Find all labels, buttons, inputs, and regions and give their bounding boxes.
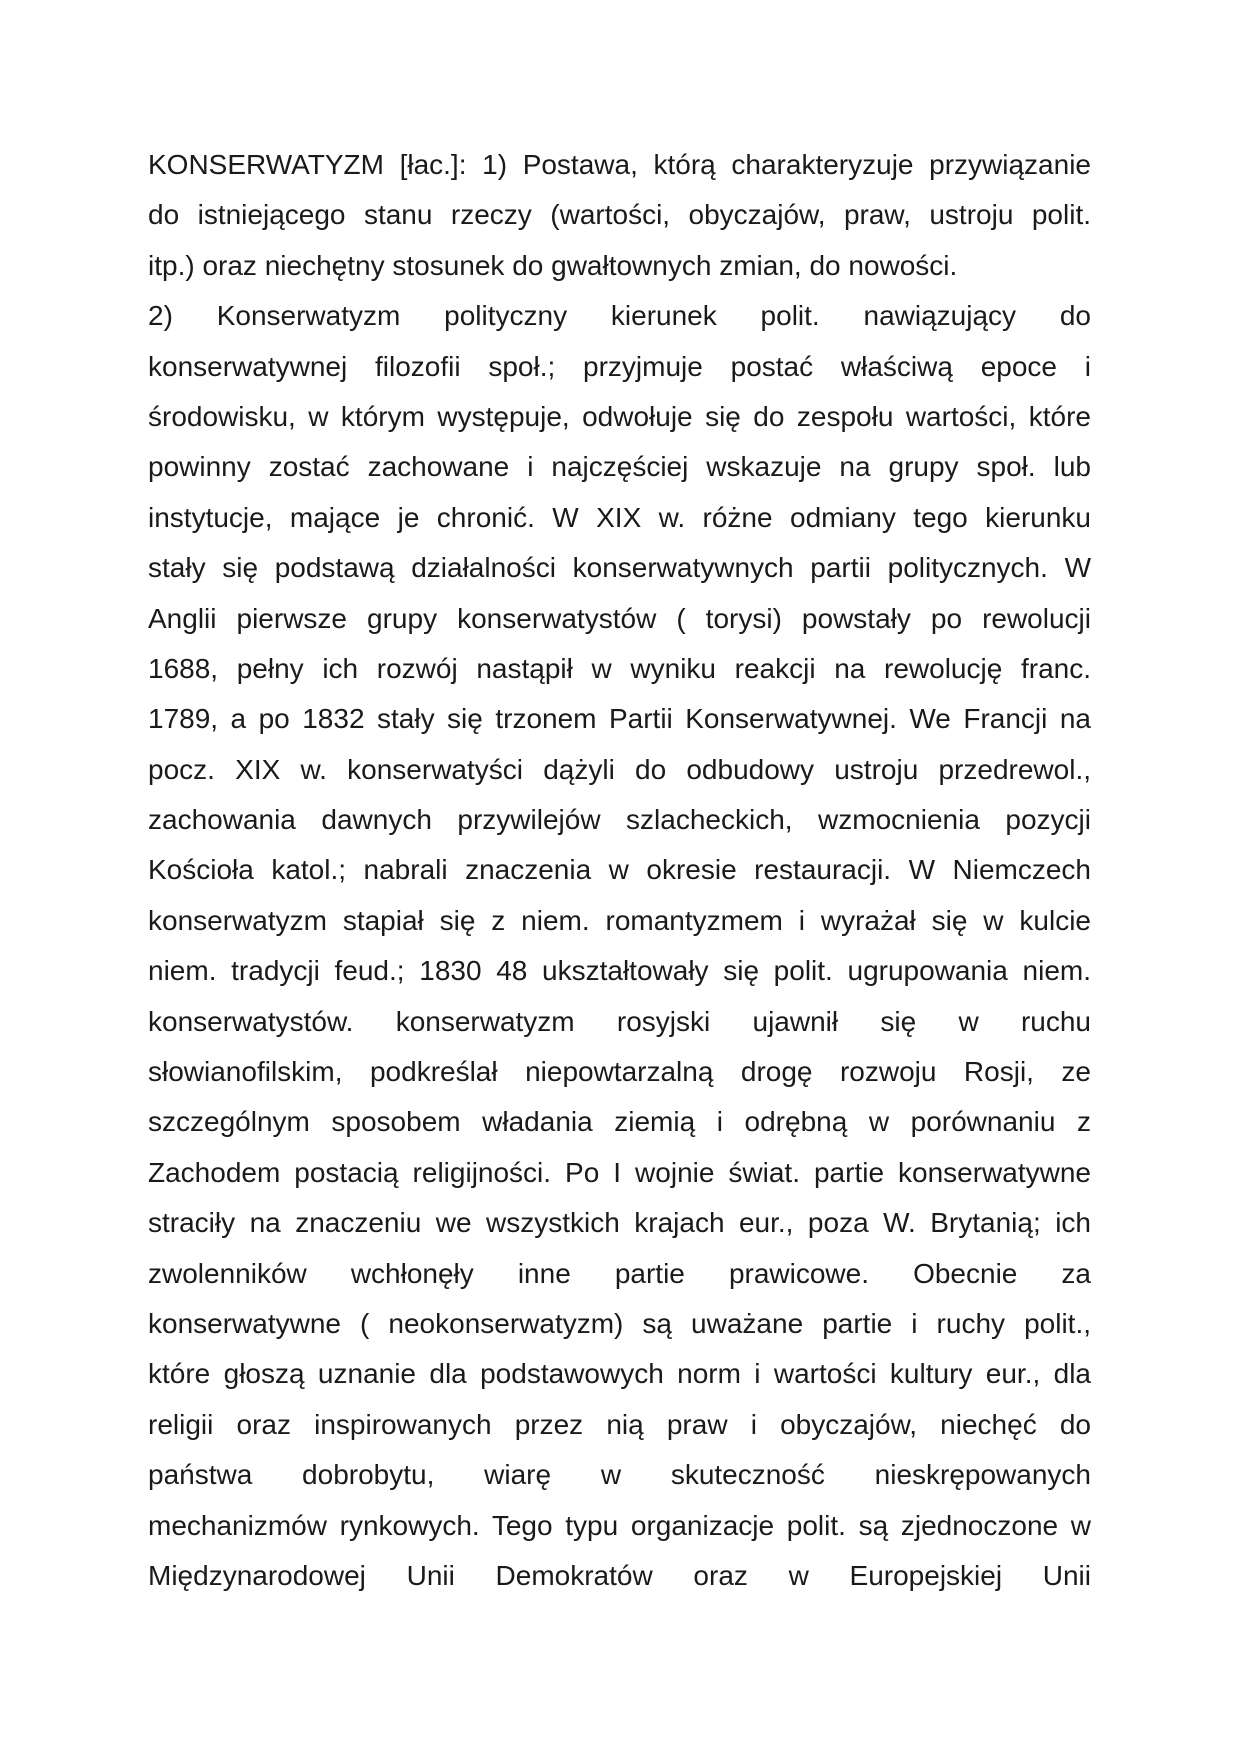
text-line: Zachodem postacią religijności. Po I wojnie świat. partie konserwatywne <box>148 1156 1091 1188</box>
text-line: religii oraz inspirowanych przez nią praw i obyczajów, niechęć do <box>148 1408 1091 1440</box>
body-text <box>148 140 1091 1601</box>
text-line: Kościoła katol.; nabrali znaczenia w okresie restauracji. W Niemczech <box>148 854 1091 886</box>
text-line: szczególnym sposobem władania ziemią i odrębną w porównaniu z <box>148 1106 1091 1138</box>
text-line: 2) Konserwatyzm polityczny kierunek polit. nawiązujący do <box>148 300 1091 332</box>
text-line: do istniejącego stanu rzeczy (wartości, obyczajów, praw, ustroju polit. <box>148 199 1091 231</box>
text-line: środowisku, w którym występuje, odwołuje się do zespołu wartości, które <box>148 400 1091 432</box>
text-line: 1688, pełny ich rozwój nastąpił w wyniku reakcji na rewolucję franc. <box>148 652 1091 684</box>
text-line: powinny zostać zachowane i najczęściej wskazuje na grupy społ. lub <box>148 451 1091 483</box>
text-line: instytucje, mające je chronić. W XIX w. różne odmiany tego kierunku <box>148 501 1091 533</box>
text-line: straciły na znaczeniu we wszystkich krajach eur., poza W. Brytanią; ich <box>148 1207 1091 1239</box>
text-line: mechanizmów rynkowych. Tego typu organizacje polit. są zjednoczone w <box>148 1509 1091 1541</box>
text-line: stały się podstawą działalności konserwatywnych partii politycznych. W <box>148 552 1091 584</box>
text-line: konserwatystów. konserwatyzm rosyjski ujawnił się w ruchu <box>148 1005 1091 1037</box>
text-line: 1789, a po 1832 stały się trzonem Partii Konserwatywnej. We Francji na <box>148 703 1091 735</box>
text-line: zwolenników wchłonęły inne partie prawicowe. Obecnie za <box>148 1257 1091 1289</box>
text-line: Anglii pierwsze grupy konserwatystów ( torysi) powstały po rewolucji <box>148 602 1091 634</box>
text-line: itp.) oraz niechętny stosunek do gwałtownych zmian, do nowości. <box>148 249 958 281</box>
text-line: konserwatywne ( neokonserwatyzm) są uważane partie i ruchy polit., <box>148 1307 1091 1339</box>
text-line: KONSERWATYZM [łac.]: 1) Postawa, którą charakteryzuje przywiązanie <box>148 149 1091 180</box>
text-line: zachowania dawnych przywilejów szlacheckich, wzmocnienia pozycji <box>148 804 1091 836</box>
text-line: Międzynarodowej Unii Demokratów oraz w Europejskiej Unii <box>148 1559 1091 1591</box>
text-line: niem. tradycji feud.; 1830 48 ukształtowały się polit. ugrupowania niem. <box>148 955 1091 987</box>
text-line: konserwatyzm stapiał się z niem. romantyzmem i wyrażał się w kulcie <box>148 904 1091 936</box>
text-line: państwa dobrobytu, wiarę w skuteczność nieskrępowanych <box>148 1459 1091 1491</box>
text-line: pocz. XIX w. konserwatyści dążyli do odbudowy ustroju przedrewol., <box>148 753 1091 785</box>
text-line: konserwatywnej filozofii społ.; przyjmuje postać właściwą epoce i <box>148 350 1091 382</box>
text-line: słowianofilskim, podkreślał niepowtarzalną drogę rozwoju Rosji, ze <box>148 1056 1091 1088</box>
text-line: które głoszą uznanie dla podstawowych norm i wartości kultury eur., dla <box>148 1358 1091 1390</box>
